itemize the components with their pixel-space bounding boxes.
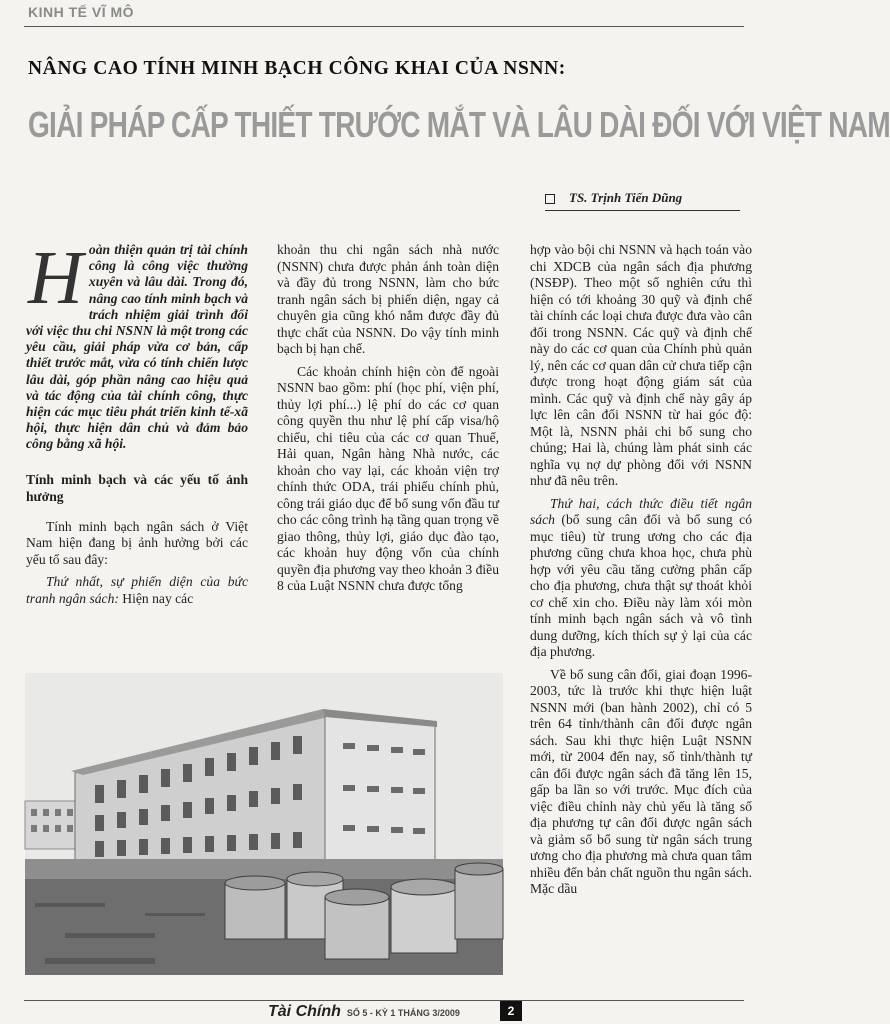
- body-paragraph: [26, 574, 248, 607]
- emphasis-text: Thứ nhất, sự phiến diện của bức tranh ngân sách:: [26, 574, 248, 606]
- lead-text: oàn thiện quản trị tài chính công là công việc thường xuyên và lâu dài. Trong đó, nâng cao tính minh bạch và trách nhiệm giải trình đối với việc thu chi NSNN là một trong các yêu cầu, giải pháp vừa cơ bản, cấp thiết trước mắt, vừa có tính chiến lược lâu dài, góp phần nâng cao hiệu quả và tác động của tài chính công, thực hiện các mục tiêu phát triển kinh tế-xã hội, thực hiện dân chủ và đảm bảo công bằng xã hội.: [26, 242, 248, 452]
- headline-line-2: GIẢI PHÁP CẤP THIẾT TRƯỚC MẮT VÀ LÂU DÀI ĐỐI VỚI VIỆT NAM: [28, 104, 890, 145]
- left-small-building: [25, 801, 77, 849]
- top-rule: [24, 26, 744, 27]
- building-illustration: [25, 673, 503, 975]
- footer: [268, 1003, 460, 1021]
- headline-line-1: NÂNG CAO TÍNH MINH BẠCH CÔNG KHAI CỦA NSNN:: [28, 58, 566, 79]
- body-paragraph: hợp vào bội chi NSNN và hạch toán vào chi XDCB của ngân sách địa phương (NSĐP). Theo một số nghiên cứu thì hiện có tới khoảng 30 quỹ và định chế tài chính các loại chưa được đưa vào cân đối trong NSNN. Các quỹ và định chế này do các cơ quan của Chính phủ quản lý, nên các cơ quan dân cử chưa tiếp cận được trong hoạt động giám sát của mình. Các quỹ và định chế này gây áp lực lên cân đối NSNN từ hai góc độ: Một là, NSNN phải chi bổ sung cho chúng; Hai là, chúng làm phát sinh các nghĩa vụ nợ dự phòng đối với NSNN như đã nêu trên.: [530, 242, 752, 488]
- subheading: Tính minh bạch và các yếu tố ảnh hưởng: [26, 471, 248, 504]
- section-label: KINH TẾ VĨ MÔ: [28, 4, 135, 20]
- column-1: [26, 236, 248, 607]
- issue-info: SỐ 5 - KỲ 1 THÁNG 3/2009: [346, 1008, 460, 1018]
- body-paragraph: Các khoản chính hiện còn để ngoài NSNN bao gồm: phí (học phí, viện phí, thủy lợi phí...) lệ phí do các cơ quan công quyền thu như lệ phí cấp visa/hộ chiếu, chi tiêu của các cơ quan Thuế, Hải quan, Ngân hàng Nhà nước, các khoản cho vay lại, các khoản viện trợ chính thức ODA, trái phiếu chính phủ, công trái giáo dục để bổ sung vốn đầu tư cho các công trình hạ tầng quan trọng về giao thông, thủy lợi, giáo dục đào tạo, các khoản huy động vốn của chính quyền địa phương vay theo khoản 3 điều 8 của Luật NSNN chưa được tổng: [277, 363, 499, 593]
- byline-rule: [545, 210, 740, 211]
- building-photo: [25, 673, 503, 975]
- body-paragraph: [530, 496, 752, 661]
- body-paragraph: Tính minh bạch ngân sách ở Việt Nam hiện đang bị ảnh hưởng bởi các yếu tố sau đây:: [26, 518, 248, 567]
- footer-rule: [24, 1000, 744, 1001]
- column-3: [530, 242, 752, 898]
- column-2: [277, 242, 499, 595]
- emphasis-text: Thứ hai, cách thức điều tiết ngân sách: [530, 495, 752, 527]
- body-text: (bổ sung cân đối và bổ sung có mục tiêu) từ trung ương cho các địa phương cũng chưa khoa học, chưa phù hợp với yêu cầu tăng cường phân cấp cho địa phương, chưa thật sự thoát khỏi cơ chế xin cho. Điều này làm xói mòn tính minh bạch ngân sách và vô tình dung dưỡng, kích thích sự ỷ lại của các địa phương.: [530, 512, 752, 659]
- lead-paragraph: [26, 236, 248, 453]
- bullet-square-icon: [545, 194, 555, 204]
- body-paragraph: khoản thu chi ngân sách nhà nước (NSNN) chưa được phản ánh toàn diện và đầy đủ trong NSNN, làm cho bức tranh ngân sách bị phiến diện, ngay cả chuyên gia cũng khó nắm được đầy đủ thực chất của NSNN. Do vậy tính minh bạch bị hạn chế.: [277, 242, 499, 356]
- body-text: Hiện nay các: [118, 590, 194, 606]
- drop-cap: H: [28, 236, 83, 320]
- author-name: TS. Trịnh Tiến Dũng: [569, 190, 683, 205]
- byline: [545, 190, 740, 211]
- magazine-name: Tài Chính: [268, 1003, 341, 1020]
- page-number: 2: [500, 1001, 522, 1021]
- body-paragraph: Về bổ sung cân đối, giai đoạn 1996-2003, tức là trước khi thực hiện luật NSNN mới (ban hành 2002), chỉ có 5 trên 64 tỉnh/thành cân đối được ngân sách. Sau khi thực hiện Luật NSNN mới, từ 2004 đến nay, số tỉnh/thành tự cân đối được ngân sách đã tăng lên 15, gấp ba lần so với trước. Mục đích của việc điều chỉnh này chủ yếu là tăng số địa phương tự cân đối được ngân sách và giảm số bổ sung từ ngân sách trung ương cho địa phương mà chưa quan tâm nhiều đến bản chất nguồn thu ngân sách. Mặc dầu: [530, 666, 752, 896]
